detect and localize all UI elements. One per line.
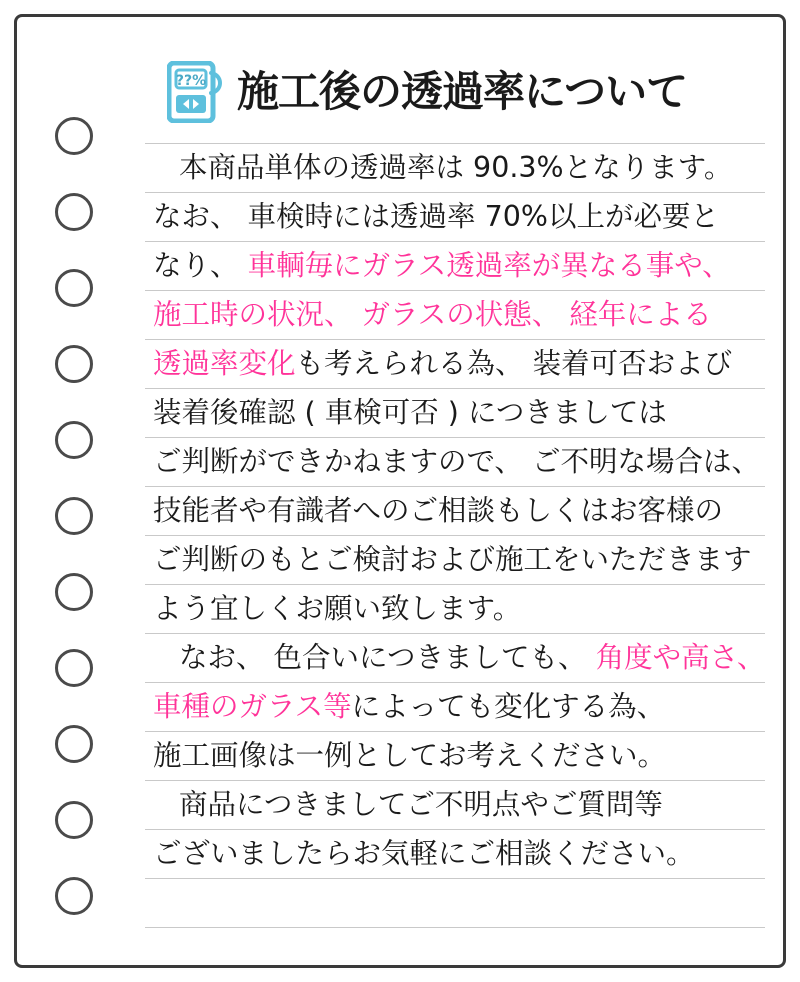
highlight-text: 車輌毎にガラス透過率が異なる事や、: [247, 249, 731, 282]
body-line: [153, 192, 765, 241]
body-text-span: なお、 色合いにつきましても、: [179, 641, 596, 674]
punch-hole: [55, 801, 93, 839]
punch-holes: [17, 17, 145, 965]
svg-text:??%: ??%: [175, 73, 207, 89]
document-heading: [167, 61, 687, 123]
body-text-span: 商品につきましてご不明点やご質問等: [179, 788, 663, 821]
sheet-content: [145, 17, 765, 965]
body-text-span: 施工画像は一例としてお考えください。: [153, 739, 667, 772]
punch-hole: [55, 497, 93, 535]
notebook-sheet: [14, 14, 786, 968]
punch-hole: [55, 345, 93, 383]
body-line: [153, 241, 765, 290]
punch-hole: [55, 269, 93, 307]
body-line: [153, 731, 765, 780]
body-text-span: ご判断ができかねますので、 ご不明な場合は、: [153, 445, 760, 478]
body-text-span: ご判断のもとご検討および施工をいただきます: [153, 543, 752, 576]
punch-hole: [55, 193, 93, 231]
highlight-text: 角度や高さ、: [595, 641, 766, 674]
highlight-text: 施工時の状況、 ガラスの状態、 経年による: [153, 298, 712, 331]
document-body: [153, 143, 765, 878]
punch-hole: [55, 421, 93, 459]
body-text-span: よう宜しくお願い致します。: [153, 592, 522, 625]
body-line: [153, 682, 765, 731]
body-line: [153, 633, 765, 682]
body-line: [153, 437, 765, 486]
body-line: [153, 535, 765, 584]
body-text-span: 技能者や有識者へのご相談もしくはお客様の: [153, 494, 724, 527]
body-text-span: によっても変化する為、: [351, 690, 666, 723]
body-line: [153, 829, 765, 878]
highlight-text: 車種のガラス等: [153, 690, 352, 723]
body-line: [153, 388, 765, 437]
body-line: [153, 584, 765, 633]
highlight-text: 透過率変化: [153, 347, 296, 380]
page-title: 施工後の透過率について: [237, 67, 688, 116]
body-line: [153, 486, 765, 535]
body-text-span: なお、 車検時には透過率 70%以上が必要と: [153, 200, 719, 233]
body-line: [153, 290, 765, 339]
body-text-span: も考えられる為、 装着可否および: [295, 347, 733, 380]
punch-hole: [55, 573, 93, 611]
punch-hole: [55, 649, 93, 687]
body-line: [153, 339, 765, 388]
body-text-span: なり、: [153, 249, 248, 282]
body-line: [153, 780, 765, 829]
punch-hole: [55, 725, 93, 763]
punch-hole: [55, 117, 93, 155]
punch-hole: [55, 877, 93, 915]
body-text-span: ございましたらお気軽にご相談ください。: [153, 837, 695, 870]
body-line: [153, 143, 765, 192]
body-text-span: 装着後確認 ( 車検可否 ) につきましては: [153, 396, 667, 429]
percent-meter-icon: [167, 61, 225, 123]
body-text-span: 本商品単体の透過率は 90.3%となります。: [179, 151, 733, 184]
